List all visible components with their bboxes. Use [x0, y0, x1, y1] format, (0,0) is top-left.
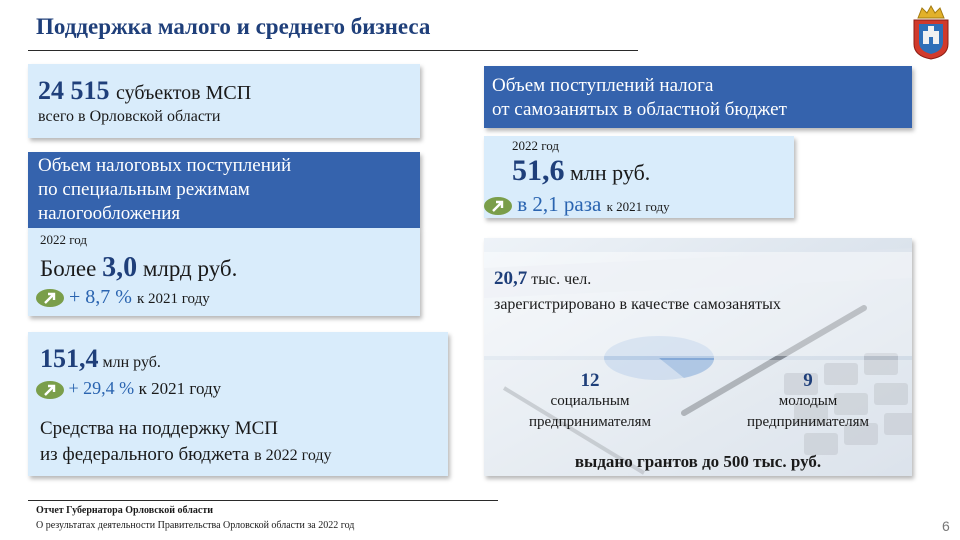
page-number: 6	[942, 518, 950, 534]
grant-group-value: 12	[580, 370, 600, 391]
msp-count-subtitle: всего в Орловской области	[38, 108, 221, 125]
tax-special-header	[28, 152, 420, 228]
trend-up-arrow-icon	[484, 197, 512, 215]
self-employed-tax-change-line	[484, 192, 670, 217]
self-employed-tax-card	[484, 136, 794, 218]
tax-special-value: 3,0	[102, 252, 138, 283]
self-employed-count-value: 20,7	[494, 268, 528, 289]
tax-special-card	[28, 228, 420, 316]
federal-support-change: + 29,4 %	[68, 378, 135, 398]
self-employed-tax-change-ref: к 2021 году	[606, 199, 670, 214]
tax-special-change-ref: к 2021 году	[136, 291, 210, 307]
grant-group-label: предпринимателям	[747, 414, 869, 430]
federal-support-change-line	[36, 378, 221, 399]
msp-count-unit: субъектов МСП	[116, 82, 252, 104]
federal-support-card	[28, 332, 448, 476]
grant-group-social	[490, 370, 690, 433]
tax-special-header-line: налогообложения	[38, 203, 181, 224]
tax-special-year: 2022 год	[40, 232, 87, 247]
msp-count-line	[38, 76, 251, 106]
self-employed-tax-value: 51,6	[512, 154, 565, 187]
federal-support-desc-line1: Средства на поддержку МСП	[40, 418, 279, 439]
footer-report-subtitle: О результатах деятельности Правительства Орловской области за 2022 год	[36, 520, 355, 531]
grant-group-label: молодым	[778, 393, 838, 409]
grant-group-young	[708, 370, 908, 433]
federal-support-value: 151,4	[40, 344, 99, 373]
tax-special-value-line	[40, 252, 237, 284]
self-employed-tax-change: в 2,1 раза	[517, 192, 602, 216]
grant-group-value: 9	[803, 370, 813, 391]
self-employed-tax-header	[484, 66, 912, 128]
tax-special-change-line	[36, 286, 210, 309]
self-employed-count-desc: зарегистрировано в качестве самозанятых	[494, 296, 781, 313]
page-title: Поддержка малого и среднего бизнеса	[36, 14, 431, 39]
tax-special-header-line: по специальным режимам	[38, 179, 250, 200]
footer-divider	[28, 500, 498, 501]
self-employed-count-line	[494, 268, 591, 290]
msp-count-value: 24 515	[38, 76, 110, 105]
self-employed-tax-header-line: от самозанятых в областной бюджет	[492, 99, 787, 120]
msp-count-card	[28, 64, 420, 138]
self-employed-photo-panel	[484, 238, 912, 476]
title-divider	[28, 50, 638, 51]
grant-group-label: социальным	[550, 393, 630, 409]
grant-group-label: предпринимателям	[529, 414, 651, 430]
self-employed-tax-header-line: Объем поступлений налога	[492, 75, 714, 96]
federal-support-unit: млн руб.	[102, 354, 161, 371]
federal-support-desc-line2	[40, 444, 332, 466]
grants-total: выдано грантов до 500 тыс. руб.	[574, 452, 822, 471]
trend-up-arrow-icon	[36, 289, 64, 307]
tax-special-prefix: Более	[40, 256, 97, 281]
coat-of-arms-icon	[910, 4, 952, 60]
tax-special-change: + 8,7 %	[69, 286, 132, 308]
self-employed-count-unit: тыс. чел.	[531, 271, 592, 288]
tax-special-header-line: Объем налоговых поступлений	[38, 155, 292, 176]
tax-special-unit: млрд руб.	[142, 256, 238, 281]
federal-support-change-ref: к 2021 году	[138, 379, 222, 398]
federal-support-value-line	[40, 344, 161, 374]
self-employed-tax-value-line	[512, 154, 650, 188]
federal-support-desc-text: из федерального бюджета	[40, 444, 250, 465]
trend-up-arrow-icon	[36, 381, 64, 399]
federal-support-desc-year: в 2022 году	[254, 447, 332, 464]
footer-report-title: Отчет Губернатора Орловской области	[36, 505, 214, 516]
self-employed-tax-unit: млн руб.	[570, 160, 651, 185]
self-employed-tax-year: 2022 год	[512, 138, 559, 153]
